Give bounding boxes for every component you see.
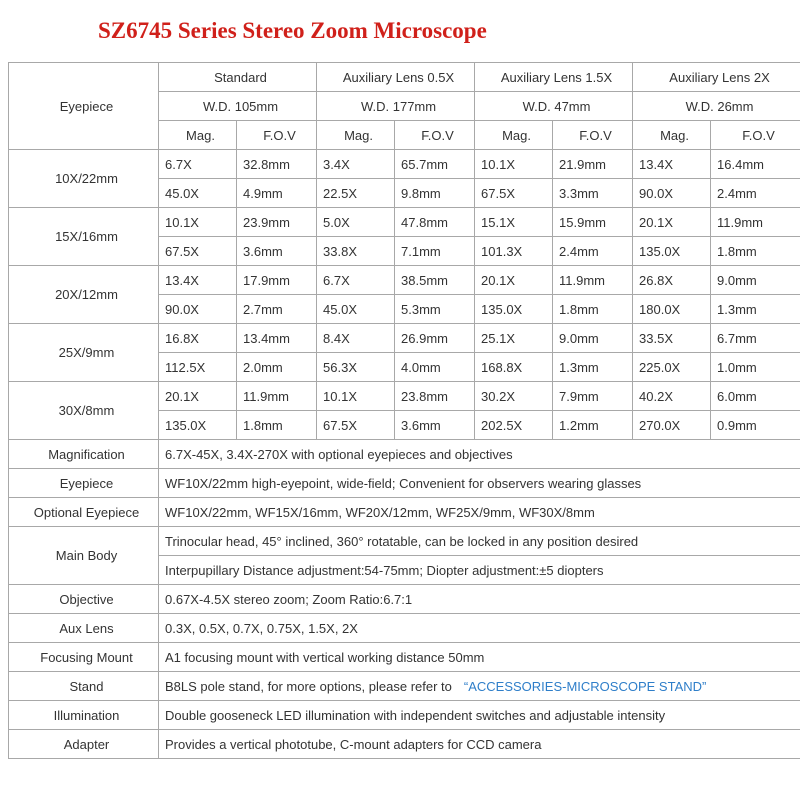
spec-value: Double gooseneck LED illumination with independent switches and adjustable intensity: [159, 701, 800, 730]
fov-cell: 17.9mm: [237, 266, 317, 295]
fov-cell: 16.4mm: [711, 150, 800, 179]
group-standard: Standard: [159, 63, 317, 92]
fov-cell: 11.9mm: [711, 208, 800, 237]
spec-value: 0.67X-4.5X stereo zoom; Zoom Ratio:6.7:1: [159, 585, 800, 614]
fov-cell: 4.0mm: [395, 353, 475, 382]
fov-cell: 5.3mm: [395, 295, 475, 324]
fov-cell: 3.6mm: [237, 237, 317, 266]
fov-header: F.O.V: [553, 121, 633, 150]
fov-cell: 2.4mm: [711, 179, 800, 208]
spec-label: Main Body: [9, 527, 159, 585]
mag-cell: 45.0X: [317, 295, 395, 324]
mag-cell: 20.1X: [159, 382, 237, 411]
fov-header: F.O.V: [395, 121, 475, 150]
wd-aux-0-5x: W.D. 177mm: [317, 92, 475, 121]
wd-aux-1-5x: W.D. 47mm: [475, 92, 633, 121]
mag-cell: 135.0X: [475, 295, 553, 324]
mag-cell: 67.5X: [159, 237, 237, 266]
fov-cell: 65.7mm: [395, 150, 475, 179]
fov-header: F.O.V: [237, 121, 317, 150]
spec-value: WF10X/22mm high-eyepoint, wide-field; Convenient for observers wearing glasses: [159, 469, 800, 498]
table-row: [9, 150, 800, 179]
eyepiece-label: 30X/8mm: [9, 382, 159, 440]
mag-cell: 22.5X: [317, 179, 395, 208]
stand-text: B8LS pole stand, for more options, please refer to: [165, 678, 452, 694]
wd-aux-2x: W.D. 26mm: [633, 92, 800, 121]
fov-cell: 7.1mm: [395, 237, 475, 266]
mag-cell: 6.7X: [317, 266, 395, 295]
eyepiece-header: Eyepiece: [9, 63, 159, 150]
spec-label: Aux Lens: [9, 614, 159, 643]
mag-cell: 33.8X: [317, 237, 395, 266]
fov-cell: 9.0mm: [711, 266, 800, 295]
mag-cell: 20.1X: [633, 208, 711, 237]
fov-cell: 1.8mm: [711, 237, 800, 266]
fov-cell: 6.7mm: [711, 324, 800, 353]
fov-cell: 1.0mm: [711, 353, 800, 382]
spec-row-magnification: [9, 440, 800, 469]
mag-cell: 168.8X: [475, 353, 553, 382]
spec-label: Objective: [9, 585, 159, 614]
fov-cell: 38.5mm: [395, 266, 475, 295]
mag-header: Mag.: [317, 121, 395, 150]
spec-value: A1 focusing mount with vertical working distance 50mm: [159, 643, 800, 672]
eyepiece-label: 20X/12mm: [9, 266, 159, 324]
wd-standard: W.D. 105mm: [159, 92, 317, 121]
spec-row-main-body: [9, 527, 800, 556]
eyepiece-label: 10X/22mm: [9, 150, 159, 208]
mag-cell: 13.4X: [633, 150, 711, 179]
mag-cell: 20.1X: [475, 266, 553, 295]
mag-header: Mag.: [633, 121, 711, 150]
spec-label: Magnification: [9, 440, 159, 469]
fov-cell: 2.0mm: [237, 353, 317, 382]
spec-label: Adapter: [9, 730, 159, 759]
mag-cell: 40.2X: [633, 382, 711, 411]
mag-cell: 3.4X: [317, 150, 395, 179]
fov-cell: 23.9mm: [237, 208, 317, 237]
table-row: [9, 266, 800, 295]
mag-cell: 45.0X: [159, 179, 237, 208]
mag-cell: 30.2X: [475, 382, 553, 411]
fov-cell: 9.0mm: [553, 324, 633, 353]
spec-table-body: [9, 63, 800, 440]
mag-cell: 90.0X: [159, 295, 237, 324]
mag-cell: 180.0X: [633, 295, 711, 324]
spec-row-aux-lens: [9, 614, 800, 643]
mag-cell: 67.5X: [475, 179, 553, 208]
mag-cell: 67.5X: [317, 411, 395, 440]
group-aux-2x: Auxiliary Lens 2X: [633, 63, 800, 92]
spec-row-focusing-mount: [9, 643, 800, 672]
mag-cell: 270.0X: [633, 411, 711, 440]
spec-label: Eyepiece: [9, 469, 159, 498]
fov-cell: 11.9mm: [237, 382, 317, 411]
mag-cell: 15.1X: [475, 208, 553, 237]
spec-label: Stand: [9, 672, 159, 701]
spec-row-illumination: [9, 701, 800, 730]
mag-cell: 90.0X: [633, 179, 711, 208]
fov-cell: 1.3mm: [711, 295, 800, 324]
fov-cell: 3.3mm: [553, 179, 633, 208]
group-aux-1-5x: Auxiliary Lens 1.5X: [475, 63, 633, 92]
fov-cell: 1.8mm: [237, 411, 317, 440]
mag-cell: 10.1X: [317, 382, 395, 411]
fov-cell: 3.6mm: [395, 411, 475, 440]
spec-value: [159, 672, 800, 701]
table-row: [9, 324, 800, 353]
spec-row-adapter: [9, 730, 800, 759]
spec-row-objective: [9, 585, 800, 614]
spec-row-eyepiece: [9, 469, 800, 498]
fov-cell: 0.9mm: [711, 411, 800, 440]
mag-cell: 135.0X: [159, 411, 237, 440]
mag-cell: 10.1X: [159, 208, 237, 237]
page-title: SZ6745 Series Stereo Zoom Microscope: [98, 18, 487, 43]
fov-cell: 32.8mm: [237, 150, 317, 179]
fov-cell: 47.8mm: [395, 208, 475, 237]
fov-cell: 13.4mm: [237, 324, 317, 353]
fov-header: F.O.V: [711, 121, 800, 150]
spec-row-stand: [9, 672, 800, 701]
mag-cell: 112.5X: [159, 353, 237, 382]
mag-cell: 26.8X: [633, 266, 711, 295]
mag-cell: 16.8X: [159, 324, 237, 353]
fov-cell: 21.9mm: [553, 150, 633, 179]
mag-cell: 202.5X: [475, 411, 553, 440]
spec-table: [8, 62, 800, 759]
mag-cell: 225.0X: [633, 353, 711, 382]
spec-value: Interpupillary Distance adjustment:54-75mm; Diopter adjustment:±5 diopters: [159, 556, 800, 585]
fov-cell: 23.8mm: [395, 382, 475, 411]
mag-cell: 10.1X: [475, 150, 553, 179]
fov-cell: 1.8mm: [553, 295, 633, 324]
fov-cell: 1.2mm: [553, 411, 633, 440]
mag-cell: 13.4X: [159, 266, 237, 295]
stand-accessories-link[interactable]: “ACCESSORIES-MICROSCOPE STAND”: [463, 678, 707, 694]
spec-value: Provides a vertical phototube, C-mount adapters for CCD camera: [159, 730, 800, 759]
spec-details: [9, 440, 800, 759]
spec-value: 6.7X-45X, 3.4X-270X with optional eyepieces and objectives: [159, 440, 800, 469]
mag-header: Mag.: [475, 121, 553, 150]
fov-cell: 4.9mm: [237, 179, 317, 208]
fov-cell: 1.3mm: [553, 353, 633, 382]
fov-cell: 15.9mm: [553, 208, 633, 237]
mag-cell: 33.5X: [633, 324, 711, 353]
spec-label: Illumination: [9, 701, 159, 730]
header-row-groups: [9, 63, 800, 92]
fov-cell: 26.9mm: [395, 324, 475, 353]
fov-cell: 9.8mm: [395, 179, 475, 208]
mag-header: Mag.: [159, 121, 237, 150]
mag-cell: 101.3X: [475, 237, 553, 266]
fov-cell: 2.4mm: [553, 237, 633, 266]
table-row: [9, 208, 800, 237]
spec-value: 0.3X, 0.5X, 0.7X, 0.75X, 1.5X, 2X: [159, 614, 800, 643]
fov-cell: 11.9mm: [553, 266, 633, 295]
spec-value: Trinocular head, 45° inclined, 360° rotatable, can be locked in any position desired: [159, 527, 800, 556]
mag-cell: 135.0X: [633, 237, 711, 266]
table-row: [9, 382, 800, 411]
group-aux-0-5x: Auxiliary Lens 0.5X: [317, 63, 475, 92]
eyepiece-label: 25X/9mm: [9, 324, 159, 382]
spec-row-optional-eyepiece: [9, 498, 800, 527]
mag-cell: 8.4X: [317, 324, 395, 353]
fov-cell: 7.9mm: [553, 382, 633, 411]
fov-cell: 6.0mm: [711, 382, 800, 411]
mag-cell: 56.3X: [317, 353, 395, 382]
fov-cell: 2.7mm: [237, 295, 317, 324]
mag-cell: 5.0X: [317, 208, 395, 237]
spec-label: Optional Eyepiece: [9, 498, 159, 527]
spec-label: Focusing Mount: [9, 643, 159, 672]
mag-cell: 6.7X: [159, 150, 237, 179]
spec-value: WF10X/22mm, WF15X/16mm, WF20X/12mm, WF25X/9mm, WF30X/8mm: [159, 498, 800, 527]
mag-cell: 25.1X: [475, 324, 553, 353]
eyepiece-label: 15X/16mm: [9, 208, 159, 266]
